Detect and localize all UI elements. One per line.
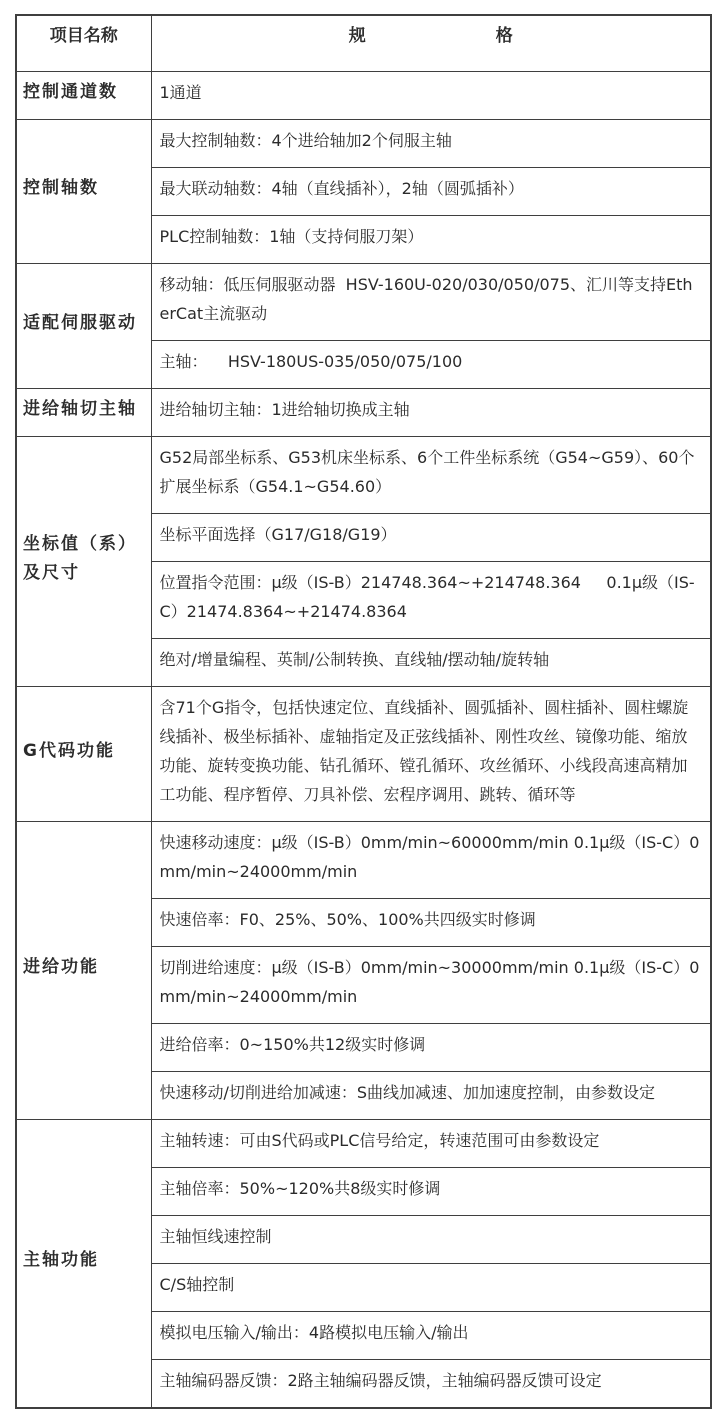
row-label-feed-functions: 进给功能 (16, 822, 151, 1120)
row-value-cell: 快速移动/切削进给加减速：S曲线加减速、加加速度控制，由参数设定 (151, 1072, 711, 1120)
spec-table (15, 14, 712, 1409)
table-row (16, 687, 711, 822)
row-label-control-axes: 控制轴数 (16, 120, 151, 264)
row-value-cell: 移动轴：低压伺服驱动器 HSV-160U-020/030/050/075、汇川等支持EtherCat主流驱动 (151, 264, 711, 341)
row-value-cell: 主轴编码器反馈：2路主轴编码器反馈，主轴编码器反馈可设定 (151, 1360, 711, 1409)
table-row (16, 72, 711, 120)
row-value-cell: G52局部坐标系、G53机床坐标系、6个工件坐标系统（G54~G59）、60个扩展坐标系（G54.1~G54.60） (151, 437, 711, 514)
row-value-cell: 主轴恒线速控制 (151, 1216, 711, 1264)
table-row (16, 389, 711, 437)
row-label-servo-drive: 适配伺服驱动 (16, 264, 151, 389)
row-value-cell: 主轴： HSV-180US-035/050/075/100 (151, 341, 711, 389)
row-label-coordinate-systems: 坐标值（系）及尺寸 (16, 437, 151, 687)
row-value-cell: PLC控制轴数：1轴（支持伺服刀架） (151, 216, 711, 264)
row-value-cell: 切削进给速度：μ级（IS-B）0mm/min~30000mm/min 0.1μ级（IS-C）0mm/min~24000mm/min (151, 947, 711, 1024)
row-label-spindle-functions: 主轴功能 (16, 1120, 151, 1409)
row-value-cell: 主轴转速：可由S代码或PLC信号给定，转速范围可由参数设定 (151, 1120, 711, 1168)
table-row (16, 120, 711, 168)
row-value-cell: 主轴倍率：50%~120%共8级实时修调 (151, 1168, 711, 1216)
row-label-feed-axis-to-spindle: 进给轴切主轴 (16, 389, 151, 437)
row-value-cell: 1通道 (151, 72, 711, 120)
column-header-item-name: 项目名称 (16, 15, 151, 72)
spec-header-char-right: 格 (495, 26, 513, 46)
table-row (16, 1120, 711, 1168)
row-value-cell: 快速倍率：F0、25%、50%、100%共四级实时修调 (151, 899, 711, 947)
row-value-cell: 进给倍率：0~150%共12级实时修调 (151, 1024, 711, 1072)
table-row (16, 264, 711, 341)
row-label-control-channels: 控制通道数 (16, 72, 151, 120)
row-value-cell: 模拟电压输入/输出：4路模拟电压输入/输出 (151, 1312, 711, 1360)
table-row (16, 822, 711, 899)
row-value-cell: 进给轴切主轴：1进给轴切换成主轴 (151, 389, 711, 437)
table-row (16, 437, 711, 514)
row-value-cell: 最大控制轴数：4个进给轴加2个伺服主轴 (151, 120, 711, 168)
row-value-cell: 含71个G指令，包括快速定位、直线插补、圆弧插补、圆柱插补、圆柱螺旋线插补、极坐标插补、虚轴指定及正弦线插补、刚性攻丝、镜像功能、缩放功能、旋转变换功能、钻孔循环、镗孔循环、攻丝循环、小线段高速高精加工功能、程序暂停、刀具补偿、宏程序调用、跳转、循环等 (151, 687, 711, 822)
row-value-cell: 绝对/增量编程、英制/公制转换、直线轴/摆动轴/旋转轴 (151, 639, 711, 687)
header-row (16, 15, 711, 72)
row-label-gcode-functions: G代码功能 (16, 687, 151, 822)
row-value-cell: 位置指令范围：μ级（IS-B）214748.364~+214748.364 0.1μ级（IS-C）21474.8364~+21474.8364 (151, 562, 711, 639)
row-value-cell: C/S轴控制 (151, 1264, 711, 1312)
row-value-cell: 坐标平面选择（G17/G18/G19） (151, 514, 711, 562)
row-value-cell: 快速移动速度：μ级（IS-B）0mm/min~60000mm/min 0.1μ级（IS-C）0mm/min~24000mm/min (151, 822, 711, 899)
column-header-spec (151, 15, 711, 72)
row-value-cell: 最大联动轴数：4轴（直线插补），2轴（圆弧插补） (151, 168, 711, 216)
spec-header-char-left: 规 (348, 26, 366, 46)
